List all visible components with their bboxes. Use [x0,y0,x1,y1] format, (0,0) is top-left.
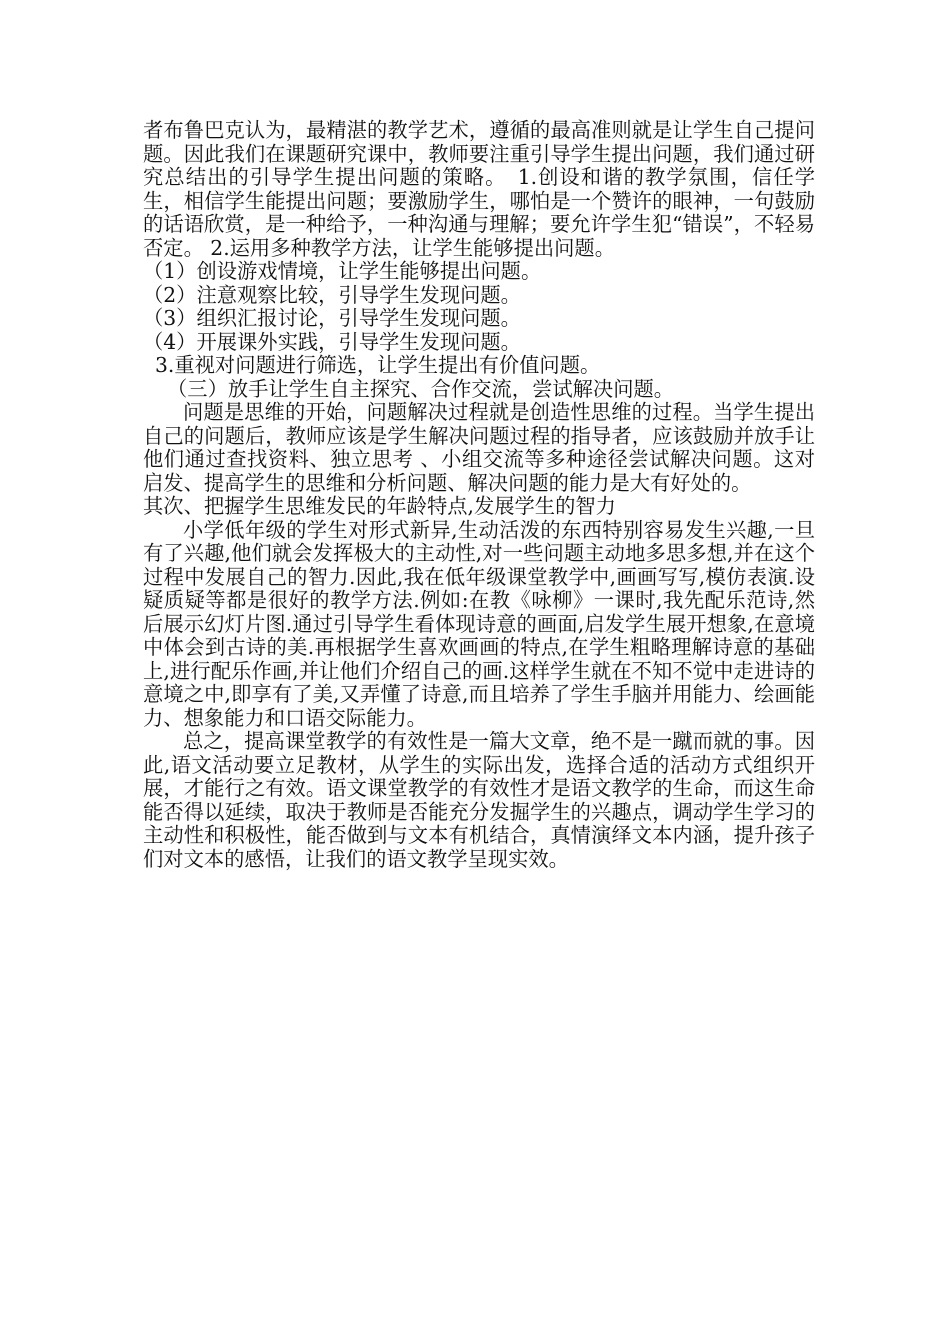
paragraph-problem-solving: 问题是思维的开始，问题解决过程就是创造性思维的过程。当学生提出自己的问题后，教师应该是学生解决问题过程的指导者，应该鼓励并放手让他们通过查找资料、独立思考 、小组交流等多种途径尝试解决问题。这对启发、提高学生的思维和分析问题、解决问题的能力是大有好处的。 [143,400,815,495]
document-body [143,119,815,871]
paragraph-filter-questions: 3.重视对问题进行筛选，让学生提出有价值问题。 [155,353,601,377]
paragraph-conclusion: 总之，提高课堂教学的有效性是一篇大文章，绝不是一蹴而就的事。因此,语文活动要立足教材，从学生的实际出发，选择合适的活动方式组织开展，才能行之有效。语文课堂教学的有效性才是语文教学的生命，而这生命能否得以延续，取决于教师是否能充分发掘学生的兴趣点，调动学生学习的主动性和积极性，能否做到与文本有机结合，真情演绎文本内涵，提升孩子们对文本的感悟，让我们的语文教学呈现实效。 [143,729,815,871]
section-heading-explore: （三）放手让学生自主探究、合作交流，尝试解决问题。 [167,376,675,401]
list-item-extracurricular: （4）开展课外实践，引导学生发现问题。 [143,329,521,354]
paragraph-questioning-strategy: 者布鲁巴克认为，最精湛的教学艺术，遵循的最高准则就是让学生自己提问题。因此我们在课题研究课中，教师要注重引导学生提出问题，我们通过研究总结出的引导学生提出问题的策略。 1.创设和谐的教学氛围，信任学生，相信学生能提出问题；要激励学生，哪怕是一个赞许的眼神，一句鼓励的话语欣赏，是一种给予，一种沟通与理解；要允许学生犯“错误”，不轻易否定。 2.运用多种教学方法，让学生能够提出问题。 [143,118,815,260]
list-item-report-discuss: （3）组织汇报讨论，引导学生发现问题。 [143,306,521,330]
paragraph-lower-grades: 小学低年级的学生对形式新异,生动活泼的东西特别容易发生兴趣,一旦有了兴趣,他们就会发挥极大的主动性,对一些问题主动地多思多想,并在这个过程中发展自己的智力.因此,我在低年级课堂教学中,画画写写,模仿表演.设疑质疑等都是很好的教学方法.例如:在教《咏柳》一课时,我先配乐范诗,然后展示幻灯片图.通过引导学生看体现诗意的画面,启发学生展开想象,在意境中体会到古诗的美.再根据学生喜欢画画的特点,在学生粗略理解诗意的基础上,进行配乐作画,并让他们介绍自己的画.这样学生就在不知不觉中走进诗的意境之中,即享有了美,又弄懂了诗意,而且培养了学生手脑并用能力、绘画能力、想象能力和口语交际能力。 [143,517,815,730]
list-item-observe-compare: （2）注意观察比较，引导学生发现问题。 [143,282,521,307]
list-item-game-situation: （1）创设游戏情境，让学生能够提出问题。 [143,259,542,283]
section-heading-intelligence: 其次、把握学生思维发民的年龄特点,发展学生的智力 [143,494,616,518]
